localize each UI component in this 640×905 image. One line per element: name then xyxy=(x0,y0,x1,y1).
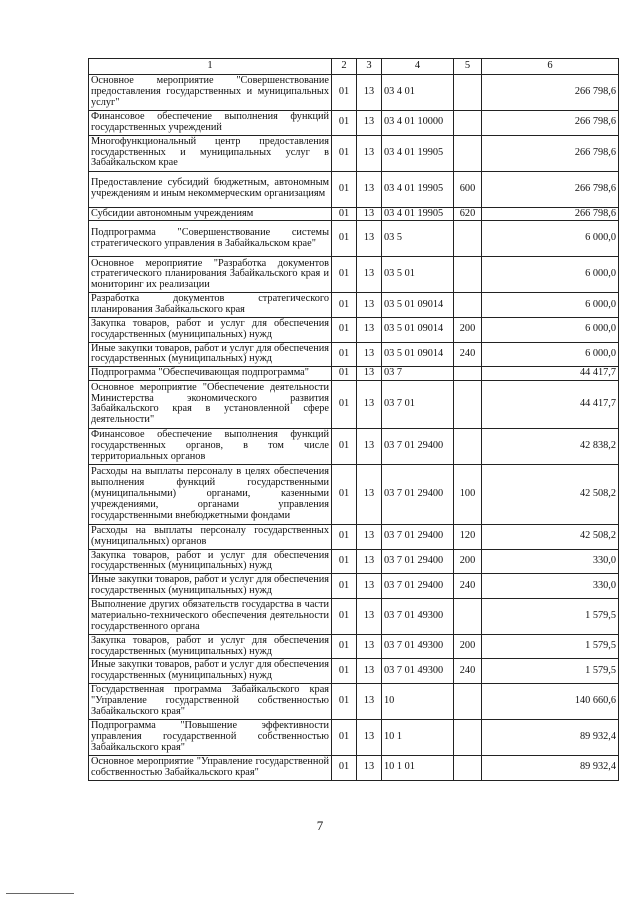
section-code-cell: 01 xyxy=(332,380,357,428)
table-body xyxy=(89,75,619,781)
target-article-code-cell: 03 5 01 xyxy=(382,257,454,293)
target-article-code-cell: 03 7 01 49300 xyxy=(382,598,454,634)
target-article-code-cell: 10 1 01 xyxy=(382,755,454,780)
row-name-cell: Разработка документов стратегического планирования Забайкальского края xyxy=(89,293,332,318)
column-header-5: 5 xyxy=(454,59,482,75)
column-header-1: 1 xyxy=(89,59,332,75)
row-name-cell: Выполнение других обязательств государства в части материально-технического обеспечения деятельности государственного органа xyxy=(89,598,332,634)
subsection-code-cell: 13 xyxy=(357,317,382,342)
section-code-cell: 01 xyxy=(332,111,357,136)
table-row xyxy=(89,380,619,428)
table-row xyxy=(89,342,619,367)
section-code-cell: 01 xyxy=(332,171,357,207)
subsection-code-cell: 13 xyxy=(357,683,382,719)
amount-cell: 44 417,7 xyxy=(482,367,619,381)
amount-cell: 89 932,4 xyxy=(482,755,619,780)
amount-cell: 1 579,5 xyxy=(482,598,619,634)
amount-cell: 330,0 xyxy=(482,574,619,599)
row-name-cell: Закупка товаров, работ и услуг для обеспечения государственных (муниципальных) нужд xyxy=(89,317,332,342)
expense-type-code-cell: 240 xyxy=(454,659,482,684)
target-article-code-cell: 10 1 xyxy=(382,719,454,755)
target-article-code-cell: 03 7 01 29400 xyxy=(382,524,454,549)
section-code-cell: 01 xyxy=(332,135,357,171)
table-row xyxy=(89,367,619,381)
expense-type-code-cell xyxy=(454,719,482,755)
subsection-code-cell: 13 xyxy=(357,464,382,524)
expense-type-code-cell xyxy=(454,257,482,293)
row-name-cell: Подпрограмма "Обеспечивающая подпрограмма" xyxy=(89,367,332,381)
column-header-2: 2 xyxy=(332,59,357,75)
section-code-cell: 01 xyxy=(332,428,357,464)
section-code-cell: 01 xyxy=(332,207,357,221)
amount-cell: 6 000,0 xyxy=(482,317,619,342)
subsection-code-cell: 13 xyxy=(357,634,382,659)
target-article-code-cell: 03 4 01 xyxy=(382,75,454,111)
section-code-cell: 01 xyxy=(332,293,357,318)
footer-rule xyxy=(6,893,74,894)
row-name-cell: Многофункциональный центр предоставления государственных и муниципальных услуг в Забайкальском крае xyxy=(89,135,332,171)
expense-type-code-cell xyxy=(454,135,482,171)
expense-type-code-cell: 240 xyxy=(454,342,482,367)
amount-cell: 44 417,7 xyxy=(482,380,619,428)
target-article-code-cell: 03 5 01 09014 xyxy=(382,317,454,342)
table-row xyxy=(89,464,619,524)
target-article-code-cell: 03 7 01 xyxy=(382,380,454,428)
expense-type-code-cell xyxy=(454,367,482,381)
subsection-code-cell: 13 xyxy=(357,75,382,111)
subsection-code-cell: 13 xyxy=(357,207,382,221)
expense-type-code-cell xyxy=(454,683,482,719)
expense-type-code-cell: 200 xyxy=(454,634,482,659)
subsection-code-cell: 13 xyxy=(357,598,382,634)
section-code-cell: 01 xyxy=(332,257,357,293)
section-code-cell: 01 xyxy=(332,342,357,367)
row-name-cell: Расходы на выплаты персоналу государственных (муниципальных) органов xyxy=(89,524,332,549)
section-code-cell: 01 xyxy=(332,221,357,257)
section-code-cell: 01 xyxy=(332,317,357,342)
target-article-code-cell: 03 4 01 10000 xyxy=(382,111,454,136)
table-row xyxy=(89,683,619,719)
expense-type-code-cell: 240 xyxy=(454,574,482,599)
table-row xyxy=(89,719,619,755)
column-header-4: 4 xyxy=(382,59,454,75)
column-header-6: 6 xyxy=(482,59,619,75)
table-row xyxy=(89,634,619,659)
subsection-code-cell: 13 xyxy=(357,111,382,136)
section-code-cell: 01 xyxy=(332,598,357,634)
subsection-code-cell: 13 xyxy=(357,135,382,171)
amount-cell: 6 000,0 xyxy=(482,342,619,367)
expense-type-code-cell xyxy=(454,380,482,428)
table-row xyxy=(89,524,619,549)
section-code-cell: 01 xyxy=(332,683,357,719)
expense-type-code-cell xyxy=(454,755,482,780)
table-row xyxy=(89,257,619,293)
amount-cell: 42 508,2 xyxy=(482,464,619,524)
table-row xyxy=(89,207,619,221)
target-article-code-cell: 03 7 xyxy=(382,367,454,381)
amount-cell: 6 000,0 xyxy=(482,221,619,257)
table-row xyxy=(89,659,619,684)
row-name-cell: Финансовое обеспечение выполнения функций государственных учреждений xyxy=(89,111,332,136)
amount-cell: 42 838,2 xyxy=(482,428,619,464)
subsection-code-cell: 13 xyxy=(357,524,382,549)
target-article-code-cell: 03 5 01 09014 xyxy=(382,342,454,367)
row-name-cell: Подпрограмма "Совершенствование системы стратегического управления в Забайкальском крае" xyxy=(89,221,332,257)
subsection-code-cell: 13 xyxy=(357,171,382,207)
target-article-code-cell: 03 4 01 19905 xyxy=(382,171,454,207)
table-header-row xyxy=(89,59,619,75)
section-code-cell: 01 xyxy=(332,367,357,381)
section-code-cell: 01 xyxy=(332,574,357,599)
column-header-3: 3 xyxy=(357,59,382,75)
section-code-cell: 01 xyxy=(332,634,357,659)
row-name-cell: Иные закупки товаров, работ и услуг для обеспечения государственных (муниципальных) нужд xyxy=(89,574,332,599)
expense-type-code-cell: 600 xyxy=(454,171,482,207)
subsection-code-cell: 13 xyxy=(357,719,382,755)
subsection-code-cell: 13 xyxy=(357,367,382,381)
section-code-cell: 01 xyxy=(332,549,357,574)
expense-type-code-cell xyxy=(454,75,482,111)
row-name-cell: Расходы на выплаты персоналу в целях обеспечения выполнения функций государственными (муниципальными) органами, казенными учреждениями, органами управления государственными внебюджетными фондами xyxy=(89,464,332,524)
expense-type-code-cell: 100 xyxy=(454,464,482,524)
subsection-code-cell: 13 xyxy=(357,221,382,257)
table-row xyxy=(89,293,619,318)
amount-cell: 89 932,4 xyxy=(482,719,619,755)
table-row xyxy=(89,135,619,171)
amount-cell: 6 000,0 xyxy=(482,257,619,293)
table-row xyxy=(89,111,619,136)
expense-type-code-cell xyxy=(454,111,482,136)
subsection-code-cell: 13 xyxy=(357,380,382,428)
section-code-cell: 01 xyxy=(332,75,357,111)
row-name-cell: Государственная программа Забайкальского края "Управление государственной собственностью Забайкальского края" xyxy=(89,683,332,719)
subsection-code-cell: 13 xyxy=(357,755,382,780)
target-article-code-cell: 03 7 01 29400 xyxy=(382,549,454,574)
table-row xyxy=(89,221,619,257)
subsection-code-cell: 13 xyxy=(357,659,382,684)
row-name-cell: Закупка товаров, работ и услуг для обеспечения государственных (муниципальных) нужд xyxy=(89,549,332,574)
subsection-code-cell: 13 xyxy=(357,428,382,464)
subsection-code-cell: 13 xyxy=(357,549,382,574)
table-row xyxy=(89,75,619,111)
section-code-cell: 01 xyxy=(332,464,357,524)
amount-cell: 1 579,5 xyxy=(482,634,619,659)
target-article-code-cell: 03 7 01 49300 xyxy=(382,634,454,659)
target-article-code-cell: 03 7 01 29400 xyxy=(382,428,454,464)
expense-type-code-cell xyxy=(454,293,482,318)
target-article-code-cell: 03 5 01 09014 xyxy=(382,293,454,318)
row-name-cell: Основное мероприятие "Разработка документов стратегического планирования Забайкальского края и мониторинг их реализации xyxy=(89,257,332,293)
table-row xyxy=(89,428,619,464)
target-article-code-cell: 03 7 01 49300 xyxy=(382,659,454,684)
row-name-cell: Иные закупки товаров, работ и услуг для обеспечения государственных (муниципальных) нужд xyxy=(89,659,332,684)
row-name-cell: Подпрограмма "Повышение эффективности управления государственной собственностью Забайкальского края" xyxy=(89,719,332,755)
table-row xyxy=(89,574,619,599)
table-row xyxy=(89,549,619,574)
row-name-cell: Закупка товаров, работ и услуг для обеспечения государственных (муниципальных) нужд xyxy=(89,634,332,659)
target-article-code-cell: 03 4 01 19905 xyxy=(382,207,454,221)
target-article-code-cell: 03 7 01 29400 xyxy=(382,464,454,524)
expense-type-code-cell xyxy=(454,598,482,634)
amount-cell: 42 508,2 xyxy=(482,524,619,549)
expense-type-code-cell xyxy=(454,221,482,257)
target-article-code-cell: 03 7 01 29400 xyxy=(382,574,454,599)
amount-cell: 266 798,6 xyxy=(482,135,619,171)
expense-type-code-cell: 120 xyxy=(454,524,482,549)
section-code-cell: 01 xyxy=(332,719,357,755)
page-number: 7 xyxy=(316,818,324,833)
expense-type-code-cell: 620 xyxy=(454,207,482,221)
table-row xyxy=(89,171,619,207)
subsection-code-cell: 13 xyxy=(357,257,382,293)
section-code-cell: 01 xyxy=(332,524,357,549)
subsection-code-cell: 13 xyxy=(357,574,382,599)
section-code-cell: 01 xyxy=(332,755,357,780)
amount-cell: 140 660,6 xyxy=(482,683,619,719)
table-row xyxy=(89,755,619,780)
row-name-cell: Субсидии автономным учреждениям xyxy=(89,207,332,221)
amount-cell: 266 798,6 xyxy=(482,171,619,207)
row-name-cell: Иные закупки товаров, работ и услуг для обеспечения государственных (муниципальных) нужд xyxy=(89,342,332,367)
row-name-cell: Финансовое обеспечение выполнения функций государственных органов, в том числе территориальных органов xyxy=(89,428,332,464)
subsection-code-cell: 13 xyxy=(357,293,382,318)
amount-cell: 330,0 xyxy=(482,549,619,574)
budget-table-container xyxy=(88,58,618,781)
expense-type-code-cell: 200 xyxy=(454,549,482,574)
expense-type-code-cell: 200 xyxy=(454,317,482,342)
target-article-code-cell: 10 xyxy=(382,683,454,719)
amount-cell: 1 579,5 xyxy=(482,659,619,684)
amount-cell: 266 798,6 xyxy=(482,75,619,111)
subsection-code-cell: 13 xyxy=(357,342,382,367)
target-article-code-cell: 03 5 xyxy=(382,221,454,257)
row-name-cell: Предоставление субсидий бюджетным, автономным учреждениям и иным некоммерческим организациям xyxy=(89,171,332,207)
amount-cell: 6 000,0 xyxy=(482,293,619,318)
amount-cell: 266 798,6 xyxy=(482,207,619,221)
row-name-cell: Основное мероприятие "Обеспечение деятельности Министерства экономического развития Забайкальского края в установленной сфере деятельности" xyxy=(89,380,332,428)
section-code-cell: 01 xyxy=(332,659,357,684)
row-name-cell: Основное мероприятие "Управление государственной собственностью Забайкальского края" xyxy=(89,755,332,780)
table-row xyxy=(89,598,619,634)
budget-table xyxy=(88,58,619,781)
expense-type-code-cell xyxy=(454,428,482,464)
amount-cell: 266 798,6 xyxy=(482,111,619,136)
table-row xyxy=(89,317,619,342)
row-name-cell: Основное мероприятие "Совершенствование предоставления государственных и муниципальных услуг" xyxy=(89,75,332,111)
target-article-code-cell: 03 4 01 19905 xyxy=(382,135,454,171)
